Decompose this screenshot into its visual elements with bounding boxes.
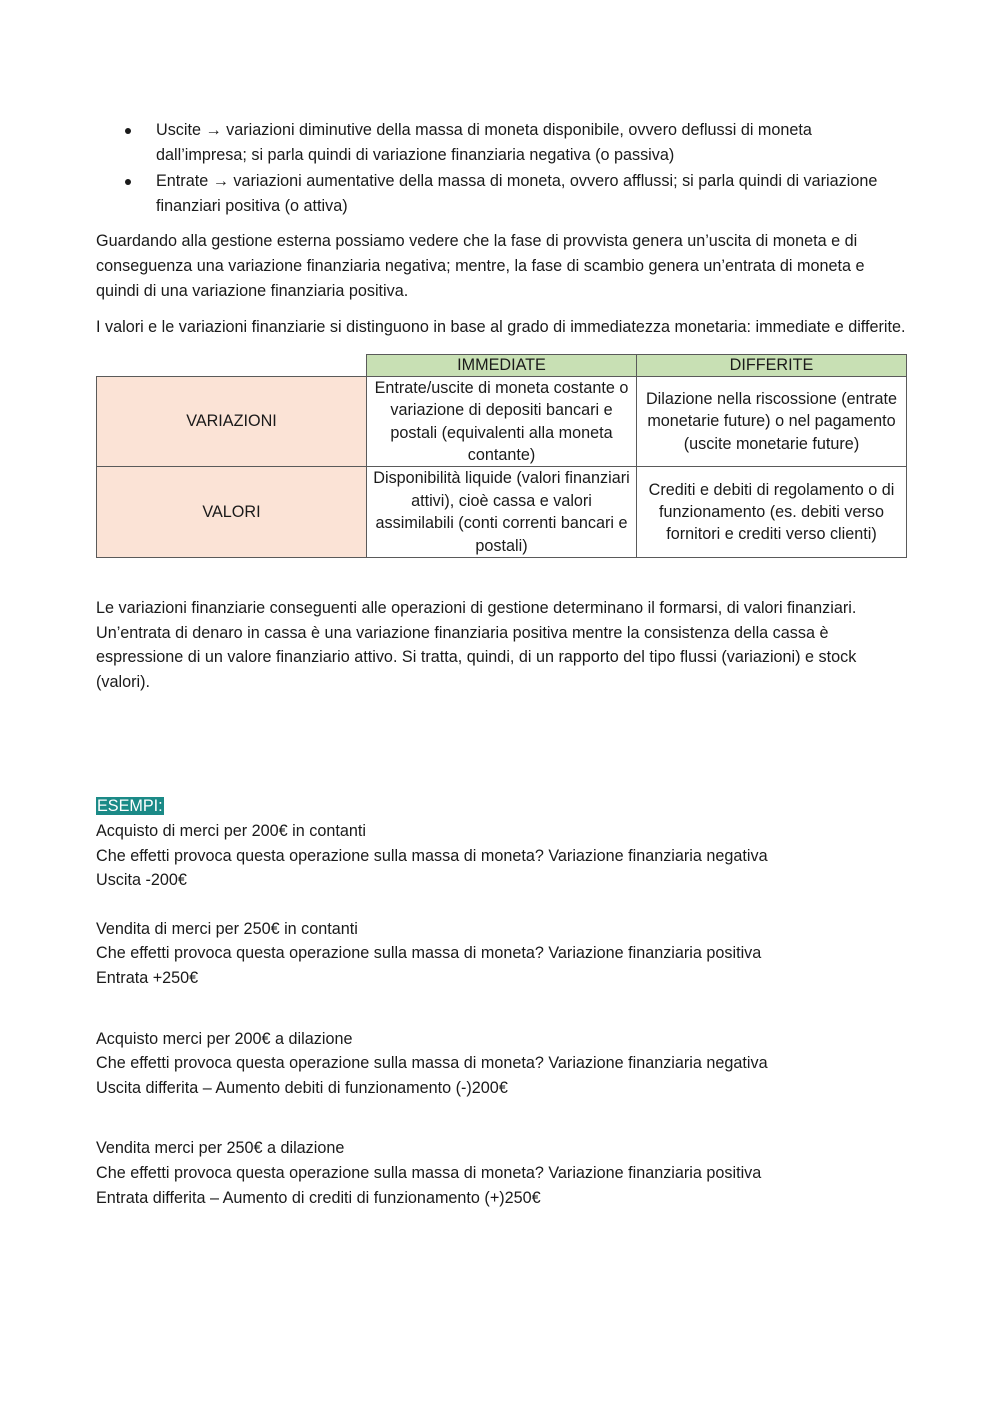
bullet-dot-icon: [125, 179, 131, 185]
table-corner-cell: [97, 354, 367, 376]
example-question: Che effetti provoca questa operazione sulla massa di moneta? Variazione finanziaria negativa: [96, 1054, 768, 1073]
row-header-variazioni: VARIAZIONI: [97, 376, 367, 467]
bullet-text: variazioni aumentative della massa di moneta, ovvero afflussi; si parla quindi di variazione finanziari positiva (o attiva): [156, 172, 878, 215]
arrow-right-icon: →: [212, 172, 229, 191]
example-item: [96, 1027, 906, 1101]
table-header-row: [97, 354, 907, 376]
table-row: [97, 376, 907, 467]
paragraph-gestione: Guardando alla gestione esterna possiamo vedere che la fase di provvista genera un’uscita di moneta e di conseguenza una variazione finanziaria negativa; mentre, la fase di scambio genera un’entrata di moneta e quindi di una variazione finanziaria positiva.: [96, 232, 865, 300]
column-header-immediate: IMMEDIATE: [367, 354, 637, 376]
bullet-item-entrate: [96, 169, 906, 218]
examples-section: [96, 794, 906, 1210]
bullet-list: [96, 118, 906, 218]
table-cell: Dilazione nella riscossione (entrate monetarie future) o nel pagamento (uscite monetarie future): [637, 376, 907, 467]
bullet-text: variazioni diminutive della massa di moneta disponibile, ovvero deflussi di moneta dall’impresa; si parla quindi di variazione finanziaria negativa (o passiva): [156, 121, 812, 164]
table-cell: Entrate/uscite di moneta costante o variazione di depositi bancari e postali (equivalenti alla moneta contante): [367, 376, 637, 467]
examples-tag: ESEMPI:: [97, 797, 163, 816]
bullet-dot-icon: [125, 128, 131, 134]
example-item: [96, 819, 906, 893]
column-header-differite: DIFFERITE: [637, 354, 907, 376]
example-item: [96, 1136, 906, 1210]
arrow-right-icon: →: [205, 121, 222, 139]
bullet-item-uscite: [96, 118, 906, 167]
row-header-valori: VALORI: [97, 467, 367, 558]
example-result: Entrata +250€: [96, 968, 199, 987]
paragraph-valori: I valori e le variazioni finanziarie si distinguono in base al grado di immediatezza monetaria: immediate e differite.: [96, 318, 906, 337]
bullet-lead: Uscite: [156, 121, 201, 139]
example-operation: Acquisto merci per 200€ a dilazione: [96, 1029, 353, 1048]
example-item: [96, 917, 906, 991]
example-question: Che effetti provoca questa operazione sulla massa di moneta? Variazione finanziaria positiva: [96, 944, 762, 963]
example-result: Uscita differita – Aumento debiti di funzionamento (-)200€: [96, 1078, 508, 1097]
paragraph-flussi-stock: Le variazioni finanziarie conseguenti alle operazioni di gestione determinano il formarsi, di valori finanziari. Un’entrata di denaro in cassa è una variazione finanziaria positiva mentre la consistenza della cassa è espressione di un valore finanziario attivo. Si tratta, quindi, di un rapporto del tipo flussi (variazioni) e stock (valori).: [96, 599, 857, 691]
example-operation: Acquisto di merci per 200€ in contanti: [96, 821, 366, 840]
table-cell: Crediti e debiti di regolamento o di funzionamento (es. debiti verso fornitori e crediti verso clienti): [637, 467, 907, 558]
example-result: Entrata differita – Aumento di crediti di funzionamento (+)250€: [96, 1188, 541, 1207]
bullet-lead: Entrate: [156, 172, 209, 191]
example-question: Che effetti provoca questa operazione sulla massa di moneta? Variazione finanziaria negativa: [96, 846, 768, 865]
variazioni-valori-table: [96, 354, 907, 558]
table-cell: Disponibilità liquide (valori finanziari attivi), cioè cassa e valori assimilabili (conti correnti bancari e postali): [367, 467, 637, 558]
table-row: [97, 467, 907, 558]
example-result: Uscita -200€: [96, 871, 187, 890]
document-page: [96, 118, 906, 1210]
example-operation: Vendita merci per 250€ a dilazione: [96, 1139, 345, 1158]
example-operation: Vendita di merci per 250€ in contanti: [96, 919, 358, 938]
example-question: Che effetti provoca questa operazione sulla massa di moneta? Variazione finanziaria positiva: [96, 1163, 762, 1182]
